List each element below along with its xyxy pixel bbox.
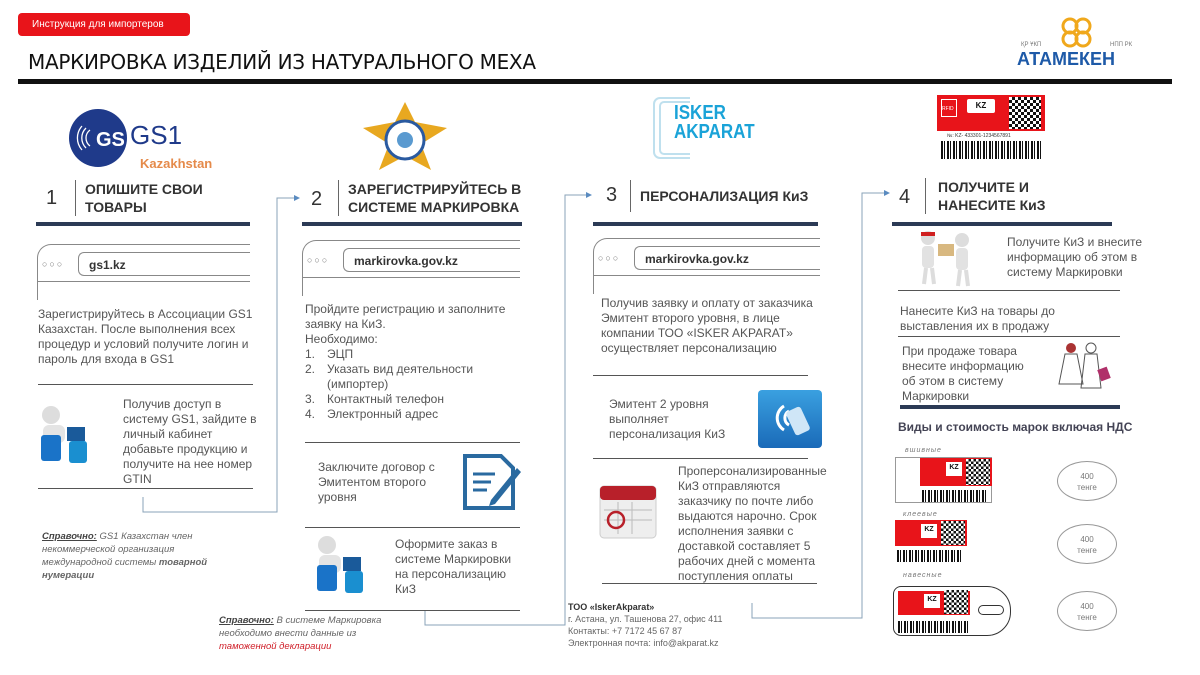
step-bar — [900, 405, 1120, 409]
step-4-number: 4 — [899, 186, 911, 208]
qr-code — [1009, 97, 1041, 129]
company-contacts: ТОО «IskerAkparat» г. Астана, ул. Ташенова 27, офис 411 Контакты: +7 7172 45 67 87 Электронная почта: info@akparat.kz — [568, 602, 723, 648]
svg-text:GS: GS — [96, 129, 125, 151]
step-bar — [593, 222, 818, 226]
kiz-label-image: RFID KZ №: KZ- 433301-1234567891 — [937, 95, 1045, 161]
atameken-logo: ҚР ҰКП НПП РК АТАМЕКЕН — [1015, 16, 1140, 72]
sewn-mark-image: KZ — [895, 457, 992, 503]
mark-type-label: клеевые — [903, 511, 938, 518]
apply-kiz-text: Нанесите КиЗ на товары до выставления их в продажу — [900, 304, 1055, 333]
prices-title: Виды и стоимость марок включая НДС — [898, 420, 1133, 434]
url-field[interactable]: markirovka.gov.kz — [343, 248, 520, 272]
person-laptop-icon — [313, 535, 371, 595]
mark-type-label: вшивные — [905, 447, 942, 454]
delivery-text: Проперсонализированные КиЗ отправляются заказчику по почте либо выдаются нарочно. Срок исполнения заявки с доставкой составляет 5 рабочих дней с момента поступления оплаты — [678, 464, 827, 583]
window-dots-icon: ○○○ — [42, 259, 65, 269]
step-1-title: ОПИШИТЕ СВОИ ТОВАРЫ — [85, 181, 203, 215]
nfc-phone-icon — [758, 390, 822, 448]
mark-type-label: навесные — [903, 572, 943, 579]
divider — [602, 583, 817, 584]
divider — [898, 336, 1120, 337]
shoppers-icon — [1053, 340, 1115, 401]
customs-reference-note: Справочно: В системе Маркировка необходимо внести данные из таможенной декларации — [219, 615, 382, 652]
step-bar — [892, 222, 1112, 226]
divider — [38, 384, 253, 385]
hanging-mark-image: KZ — [893, 586, 1011, 636]
divider — [630, 180, 631, 212]
browser-mock — [37, 244, 250, 300]
divider — [925, 178, 926, 214]
adhesive-mark-image: KZ — [895, 520, 967, 562]
window-dots-icon: ○○○ — [598, 253, 621, 263]
window-dots-icon: ○○○ — [307, 255, 330, 265]
gs1-kazakhstan-logo: GS GS1 Kazakhstan — [68, 108, 228, 172]
browser-mock — [593, 238, 820, 294]
divider — [305, 610, 520, 611]
step-3-text: Получив заявку и оплату от заказчика Эмитент второго уровня, в лице компании ТОО «ISKER AKPARAT» осуществляет персонализацию — [601, 296, 813, 355]
gs1-reference-note: Справочно: GS1 Казахстан член некоммерческой организация международной системы товарной нумерации — [42, 531, 208, 581]
divider — [898, 290, 1120, 291]
emblem-logo — [355, 100, 455, 177]
price-oval: 400 тенге — [1057, 461, 1117, 501]
order-text: Оформите заказ в системе Маркировки на персонализацию КиЗ — [395, 537, 512, 596]
step-2-number: 2 — [311, 188, 323, 210]
step-1-text-2: Получив доступ в систему GS1, зайдите в личный кабинет добавьте продукцию и получите на нее номер GTIN — [123, 397, 257, 486]
step-4-title: ПОЛУЧИТЕ И НАНЕСИТЕ КиЗ — [938, 179, 1046, 213]
divider — [338, 180, 339, 216]
divider — [593, 458, 808, 459]
divider — [305, 442, 520, 443]
delivery-handover-icon — [910, 228, 982, 293]
importer-instruction-badge: Инструкция для импортеров — [18, 13, 190, 36]
divider — [305, 527, 520, 528]
url-field[interactable]: gs1.kz — [78, 252, 250, 276]
receive-kiz-text: Получите КиЗ и внесите информацию об этом в систему Маркировки — [1007, 235, 1143, 279]
url-field[interactable]: markirovka.gov.kz — [634, 246, 820, 270]
step-bar — [36, 222, 250, 226]
browser-mock — [302, 240, 520, 296]
contract-text: Заключите договор с Эмитентом второго уровня — [318, 460, 435, 504]
divider — [593, 375, 808, 376]
step-1-text: Зарегистрируйтесь в Ассоциации GS1 Казахстан. После выполнения всех процедур и условий получите логин и пароль для входа в GS1 — [38, 307, 253, 366]
divider — [75, 180, 76, 216]
step-3-number: 3 — [606, 184, 618, 206]
calendar-icon — [598, 480, 658, 545]
price-oval: 400 тенге — [1057, 591, 1117, 631]
email-link[interactable]: Электронная почта: info@akparat.kz — [568, 638, 719, 648]
divider — [38, 488, 253, 489]
step-1-number: 1 — [46, 187, 58, 209]
step-bar — [302, 222, 522, 226]
step-2-title: ЗАРЕГИСТРИРУЙТЕСЬ В СИСТЕМЕ МАРКИРОВКА — [348, 181, 522, 215]
emitter-text: Эмитент 2 уровня выполняет персонализация КиЗ — [609, 397, 726, 441]
step-3-title: ПЕРСОНАЛИЗАЦИЯ КиЗ — [640, 188, 809, 204]
price-oval: 400 тенге — [1057, 524, 1117, 564]
person-laptop-icon — [37, 405, 95, 465]
page-title: МАРКИРОВКА ИЗДЕЛИЙ ИЗ НАТУРАЛЬНОГО МЕХА — [28, 50, 536, 74]
step-2-text: Пройдите регистрацию и заполните заявку на КиЗ. Необходимо: 1. ЭЦП 2. Указать вид деятельности (импортер) 3. Контактный телефон 4. Электронный адрес — [305, 302, 506, 421]
contract-sign-icon — [463, 454, 523, 515]
isker-akparat-logo: ISKER AKPARAT — [652, 96, 767, 160]
sale-info-text: При продаже товара внесите информацию об этом в систему Маркировки — [902, 344, 1024, 403]
barcode — [941, 141, 1041, 159]
